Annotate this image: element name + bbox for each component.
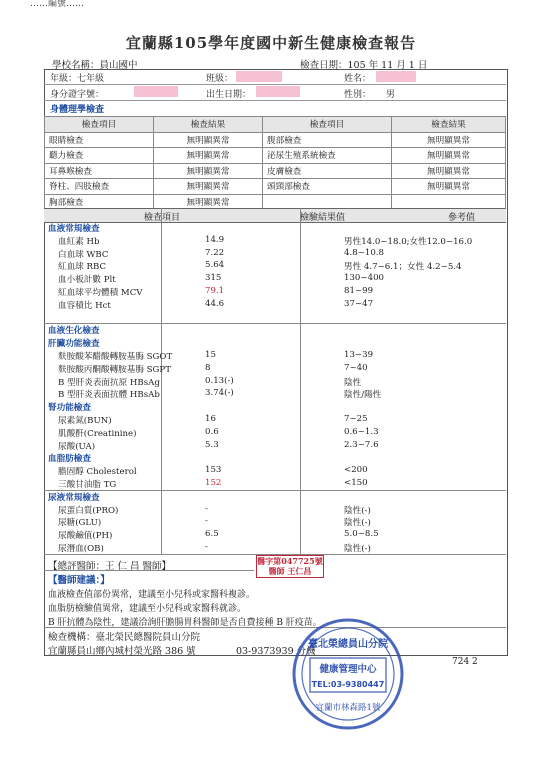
doctor-line: 【總評醫師：王 仁 昌 醫師】: [48, 561, 172, 572]
lab-value: 16: [205, 414, 216, 424]
lab-value: 14.9: [205, 234, 225, 245]
exam-item: 脊柱、四肢檢查: [45, 179, 154, 195]
lab-reference: 男性14.0~18.0;女性12.0~16.0: [344, 236, 473, 247]
doctor-license-stamp: [256, 555, 324, 578]
lab-item: 尿糖(GLU): [58, 518, 102, 529]
lab-section-label: 肝臟功能檢查: [48, 339, 100, 350]
sex-value: 男: [386, 90, 396, 100]
lab-reference: 7~40: [344, 362, 368, 373]
lab-item: 尿蛋白質(PRO): [58, 505, 119, 516]
lab-section-rule: [44, 490, 506, 491]
lab-value: 15: [205, 350, 216, 360]
doctor-rule: [44, 570, 254, 571]
lab-reference: 陰性: [344, 377, 362, 388]
physical-section-label: 身體理學檢查: [50, 105, 105, 115]
lab-value: 0.13(-): [205, 375, 234, 386]
lab-reference: <150: [344, 478, 368, 488]
lab-value: 44.6: [205, 298, 225, 309]
lab-value: 5.64: [205, 260, 225, 271]
lab-item: 膽固醇 Cholesterol: [58, 467, 137, 478]
lab-reference: 5.0~8.5: [344, 529, 379, 540]
lab-value: 6.5: [205, 529, 219, 540]
lab-section-label: 血液常規檢查: [48, 224, 100, 234]
lab-header: 檢驗結果值: [300, 213, 346, 223]
lab-item: 尿酸鹼值(PH): [58, 531, 113, 542]
sex-label: 性別：: [344, 90, 372, 100]
exam-header-row: [45, 117, 506, 133]
institution-phone: 03-9373939 分機: [236, 646, 316, 657]
lab-value: -: [205, 516, 208, 527]
exam-result: 無明顯異常: [392, 163, 506, 179]
exam-result: 無明顯異常: [392, 148, 506, 164]
lab-section-label: 腎功能檢查: [48, 403, 91, 414]
exam-result: 無明顯異常: [154, 179, 263, 195]
lab-item: B 型肝炎表面抗原 HBsAg: [58, 377, 160, 388]
physical-section-title: [44, 101, 506, 115]
lab-reference: 2.3~7.6: [344, 439, 379, 450]
top-mark: ……編號……: [30, 0, 85, 9]
lab-item: 血紅素 Hb: [58, 236, 100, 247]
report-title: 宜蘭縣105學年度國中新生健康檢查報告: [125, 34, 417, 52]
lab-item: 血容積比 Hct: [58, 300, 111, 311]
exam-result: 無明顯異常: [154, 163, 263, 179]
license-number: 醫字第047725號: [257, 556, 323, 566]
advice-title: 【醫師建議：】: [48, 575, 110, 586]
exam-result: 無明顯異常: [392, 179, 506, 195]
lab-section-label: 血脂肪檢查: [48, 454, 91, 465]
lab-header: 檢查項目: [144, 213, 181, 223]
lab-value: 8: [205, 362, 211, 373]
lab-reference: 陰性(-): [344, 518, 371, 529]
exam-row: [45, 163, 506, 179]
seal-top-text: 臺北榮總員山分院: [308, 639, 388, 650]
lab-item: 麩胺酸丙酮酸轉胺基脢 SGPT: [58, 364, 171, 375]
check-date: 檢查日期：105 年 11 月 1 日: [300, 60, 428, 71]
exam-item: 泌尿生殖系統檢查: [263, 148, 392, 164]
lab-item: 尿酸(UA): [58, 441, 96, 452]
lab-reference: 4.8~10.8: [344, 247, 385, 258]
exam-item: 聽力檢查: [45, 148, 154, 164]
grade: 年級：七年級: [50, 74, 105, 84]
class-label: 班級：: [206, 74, 234, 84]
lab-reference: 0.6~1.3: [344, 426, 379, 437]
lab-reference: 陰性(-): [344, 505, 371, 516]
lab-reference: 13~39: [344, 350, 374, 360]
info-row-1: [44, 69, 506, 85]
lab-value: 315: [205, 273, 222, 284]
lab-item: B 型肝炎表面抗體 HBsAb: [58, 390, 160, 401]
institution-address: 宜蘭縣員山鄉內城村榮光路 386 號: [48, 646, 196, 657]
exam-result: 無明顯異常: [154, 194, 263, 210]
lab-reference: 130~400: [344, 273, 385, 284]
exam-item: 胸部檢查: [45, 194, 154, 210]
lab-item: 肌酸酐(Creatinine): [58, 428, 137, 439]
institution-name: 檢查機構：臺北榮民總醫院員山分院: [48, 632, 201, 643]
lab-item: 尿潛血(OB): [58, 544, 104, 554]
lab-section-label: 尿液常規檢查: [48, 492, 100, 503]
exam-item: 眼睛檢查: [45, 132, 154, 148]
lab-value: 79.1: [205, 286, 225, 296]
lab-item: 紅血球平均體積 MCV: [58, 288, 143, 298]
redacted-birth: [256, 86, 300, 97]
id-label: 身分證字號：: [50, 90, 105, 100]
lab-value: 3.74(-): [205, 388, 234, 399]
lab-item: 三酸甘油脂 TG: [58, 480, 117, 490]
lab-section-rule: [44, 323, 506, 324]
redacted-id: [134, 86, 178, 97]
lab-item: 紅血球 RBC: [58, 262, 107, 273]
license-name: 醫師 王仁昌: [268, 566, 312, 576]
lab-value: 5.3: [205, 439, 219, 450]
seal-graphic: [290, 616, 406, 732]
exam-header: 檢查結果: [154, 117, 263, 133]
lab-reference: 81~99: [344, 286, 374, 296]
redacted-name: [376, 71, 416, 82]
lab-value: 0.6: [205, 426, 219, 437]
lab-value: 7.22: [205, 247, 225, 258]
lab-header-row: [44, 208, 506, 223]
info-row-2: [44, 85, 506, 101]
redacted-class: [236, 71, 282, 82]
lab-reference: 男性 4.7~6.1；女性 4.2~5.4: [344, 262, 462, 273]
hospital-seal: [290, 616, 406, 732]
lab-value: 152: [205, 478, 222, 488]
lab-header: 參考值: [448, 213, 476, 223]
lab-value: 153: [205, 465, 222, 476]
exam-result: 無明顯異常: [154, 132, 263, 148]
exam-row: [45, 132, 506, 148]
lab-reference: 37~47: [344, 298, 374, 309]
lab-value: -: [205, 503, 208, 514]
exam-header: 檢查結果: [392, 117, 506, 133]
lab-reference: 陰性/陽性: [344, 390, 382, 401]
exam-result: 無明顯異常: [392, 132, 506, 148]
lab-item: 麩胺酸苯醋酸轉胺基脢 SGOT: [58, 352, 173, 362]
exam-item: 耳鼻喉檢查: [45, 163, 154, 179]
name-label: 姓名：: [344, 74, 372, 84]
exam-header: 檢查項目: [263, 117, 392, 133]
lab-item: 白血球 WBC: [58, 249, 109, 260]
exam-header: 檢查項目: [45, 117, 154, 133]
physical-exam-table: [44, 116, 506, 210]
lab-reference: 7~25: [344, 414, 368, 424]
lab-value: -: [205, 542, 208, 552]
exam-item: 腹部檢查: [263, 132, 392, 148]
advice-line: B 肝抗體為陰性，建議洽詢肝膽腸胃科醫師是否自費接種 B 肝疫苗。: [48, 618, 322, 628]
birth-label: 出生日期：: [206, 90, 252, 100]
seal-tel-text: TEL:03-9380447: [311, 680, 385, 689]
seal-mid-text: 健康管理中心: [319, 664, 377, 675]
lab-section-label: 血液生化檢查: [48, 326, 100, 337]
exam-item: 頭頸部檢查: [263, 179, 392, 195]
exam-row: [45, 179, 506, 195]
exam-row: [45, 148, 506, 164]
lab-reference: 陰性(-): [344, 544, 371, 554]
footer-number: 724 2: [452, 657, 478, 667]
lab-column-divider: [161, 208, 162, 554]
exam-result: 無明顯異常: [154, 148, 263, 164]
advice-line: 血液檢查值部份異常，建議至小兒科或家醫科複診。: [48, 590, 256, 600]
exam-item: 皮膚檢查: [263, 163, 392, 179]
lab-reference: <200: [344, 465, 368, 476]
institution-rule: [44, 627, 506, 628]
lab-item: 尿素氮(BUN): [58, 416, 112, 426]
school-name: 學校名稱：員山國中: [52, 60, 138, 71]
seal-bottom-text: 宜蘭市林森路1號: [315, 703, 381, 713]
lab-column-divider: [300, 208, 301, 554]
lab-item: 血小板計數 Plt: [58, 275, 116, 286]
advice-line: 血脂肪檢驗值異常，建議至小兒科或家醫科就診。: [48, 604, 247, 614]
